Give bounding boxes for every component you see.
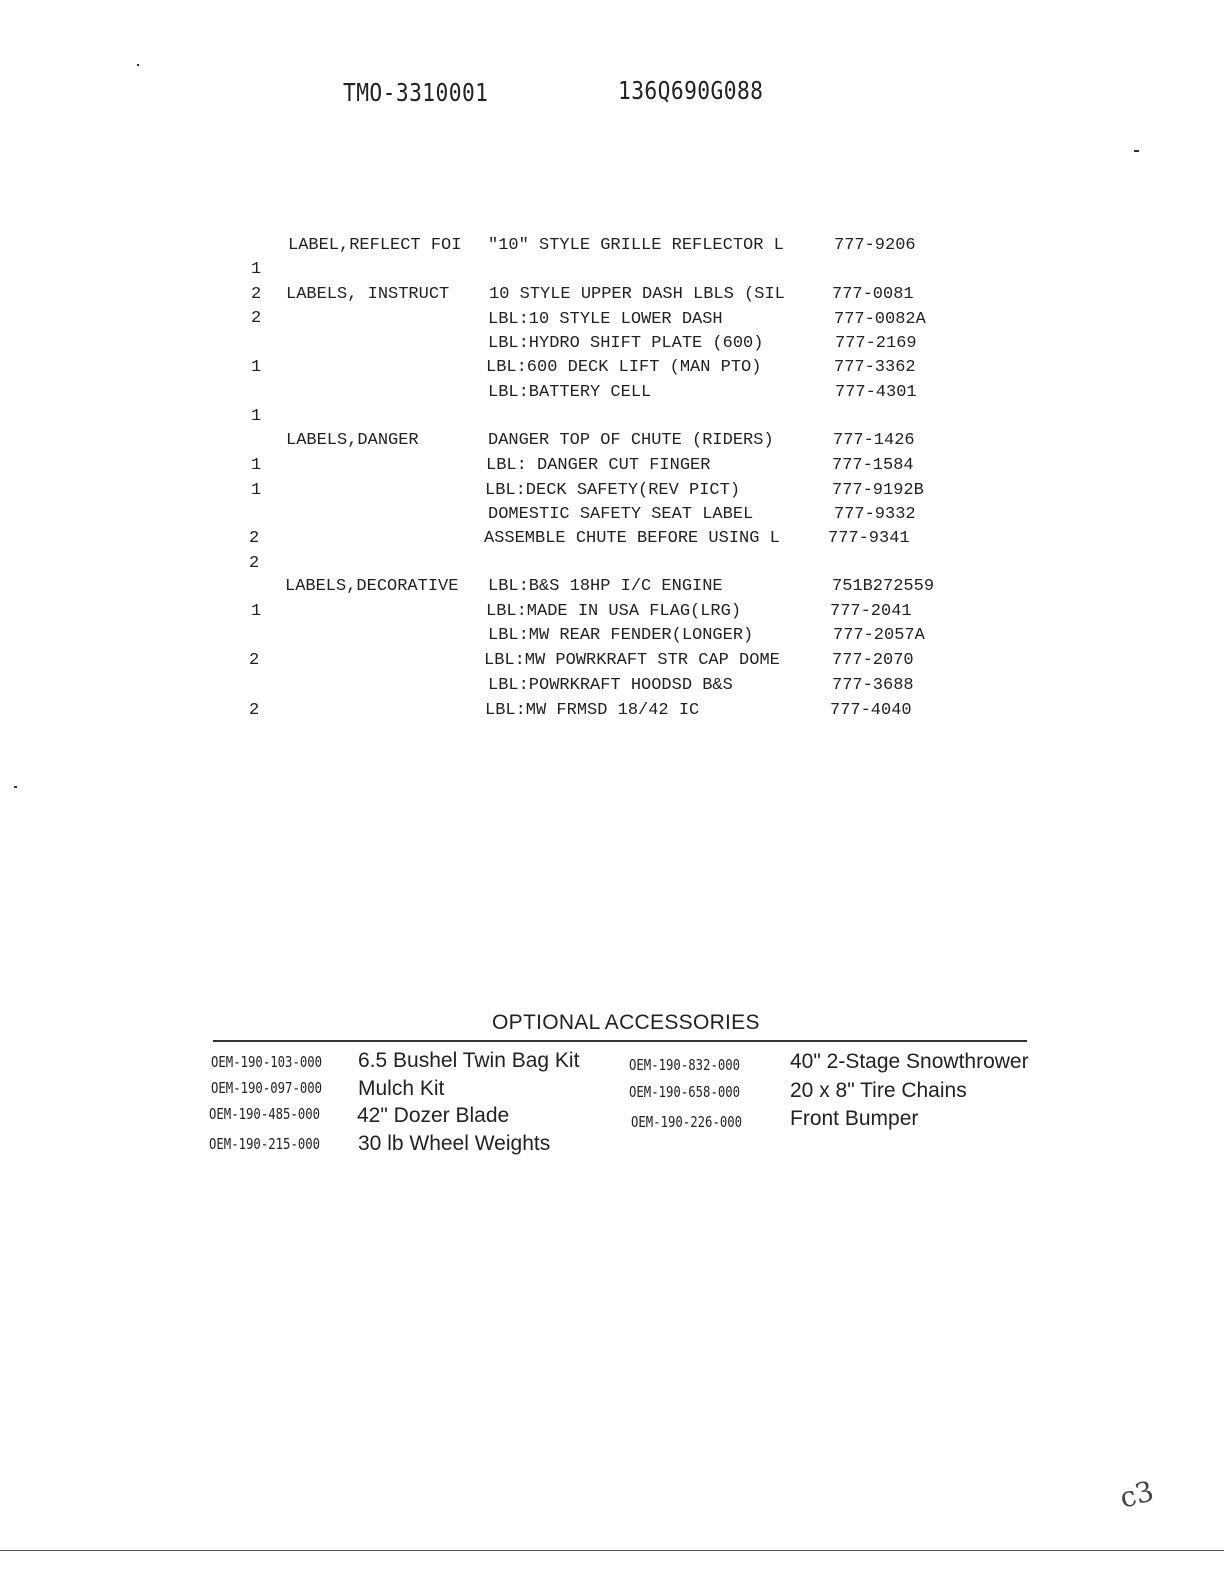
- part-number: 777-3362: [834, 358, 916, 377]
- part-description: LBL:MW REAR FENDER(LONGER): [488, 626, 754, 645]
- part-number: 777-0082A: [834, 310, 926, 329]
- part-description: LBL:600 DECK LIFT (MAN PTO): [486, 358, 762, 377]
- part-number: 777-9192B: [832, 481, 924, 500]
- part-number: 777-9206: [834, 236, 916, 255]
- quantity-value: 1: [251, 260, 262, 279]
- part-description: ASSEMBLE CHUTE BEFORE USING L: [484, 529, 780, 548]
- accessory-description: Front Bumper: [790, 1107, 919, 1130]
- part-description: LBL:MW FRMSD 18/42 IC: [485, 701, 700, 720]
- accessory-description: 20 x 8" Tire Chains: [790, 1079, 967, 1102]
- part-category: LABELS,DANGER: [286, 431, 419, 450]
- accessory-code: OEM-190-226-000: [631, 1113, 743, 1131]
- part-description: LBL:BATTERY CELL: [488, 383, 652, 402]
- part-number: 777-3688: [832, 676, 914, 695]
- accessory-description: 40" 2-Stage Snowthrower: [790, 1050, 1029, 1073]
- part-description: LBL:HYDRO SHIFT PLATE (600): [488, 334, 764, 353]
- scan-bottom-edge: [0, 1550, 1224, 1551]
- quantity-value: 2: [251, 285, 262, 304]
- accessory-code: OEM-190-097-000: [211, 1079, 323, 1097]
- part-description: 10 STYLE UPPER DASH LBLS (SIL: [489, 285, 785, 304]
- part-number: 777-9332: [834, 505, 916, 524]
- part-number: 777-0081: [832, 285, 914, 304]
- part-number: 751B272559: [832, 577, 935, 596]
- part-description: LBL:MADE IN USA FLAG(LRG): [486, 602, 742, 621]
- quantity-value: 2: [251, 309, 262, 328]
- handwritten-page-mark: c3: [1116, 1474, 1158, 1515]
- accessory-description: Mulch Kit: [358, 1077, 445, 1100]
- part-description: "10" STYLE GRILLE REFLECTOR L: [488, 236, 784, 255]
- document-code-left: TMO-3310001: [343, 78, 489, 107]
- quantity-value: 1: [251, 456, 262, 475]
- scan-speck: [1134, 150, 1139, 152]
- part-category: LABELS,DECORATIVE: [285, 577, 459, 596]
- part-description: LBL:DECK SAFETY(REV PICT): [485, 481, 741, 500]
- part-description: LBL: DANGER CUT FINGER: [486, 456, 711, 475]
- document-code-right: 136Q690G088: [618, 76, 764, 105]
- part-number: 777-4301: [835, 383, 917, 402]
- quantity-value: 1: [251, 481, 262, 500]
- quantity-value: 2: [249, 701, 260, 720]
- part-number: 777-4040: [830, 701, 912, 720]
- part-number: 777-2070: [832, 651, 914, 670]
- accessory-description: 42" Dozer Blade: [357, 1104, 510, 1127]
- quantity-value: 2: [249, 651, 260, 670]
- scan-speck: [137, 64, 139, 66]
- part-description: DANGER TOP OF CHUTE (RIDERS): [488, 431, 774, 450]
- accessory-code: OEM-190-215-000: [209, 1135, 321, 1153]
- quantity-value: 2: [249, 554, 260, 573]
- quantity-value: 1: [251, 602, 262, 621]
- part-description: DOMESTIC SAFETY SEAT LABEL: [488, 505, 754, 524]
- accessories-divider: [213, 1040, 1027, 1042]
- part-number: 777-2041: [830, 602, 912, 621]
- part-category: LABELS, INSTRUCT: [286, 285, 450, 304]
- part-number: 777-1584: [832, 456, 914, 475]
- accessory-code: OEM-190-485-000: [209, 1105, 321, 1123]
- part-description: LBL:MW POWRKRAFT STR CAP DOME: [484, 651, 780, 670]
- part-description: LBL:10 STYLE LOWER DASH: [488, 310, 723, 329]
- part-number: 777-9341: [828, 529, 910, 548]
- part-number: 777-2169: [835, 334, 917, 353]
- part-category: LABEL,REFLECT FOI: [288, 236, 462, 255]
- accessory-description: 6.5 Bushel Twin Bag Kit: [358, 1049, 580, 1072]
- accessory-code: OEM-190-832-000: [629, 1056, 741, 1074]
- quantity-value: 1: [251, 407, 262, 426]
- quantity-value: 2: [249, 529, 260, 548]
- part-number: 777-1426: [833, 431, 915, 450]
- part-number: 777-2057A: [833, 626, 925, 645]
- accessory-code: OEM-190-103-000: [211, 1053, 323, 1071]
- part-description: LBL:B&S 18HP I/C ENGINE: [488, 577, 723, 596]
- part-description: LBL:POWRKRAFT HOODSD B&S: [488, 676, 733, 695]
- accessory-description: 30 lb Wheel Weights: [358, 1132, 551, 1155]
- accessories-title: OPTIONAL ACCESSORIES: [492, 1011, 760, 1034]
- accessory-code: OEM-190-658-000: [629, 1083, 741, 1101]
- scan-speck: [14, 786, 17, 788]
- quantity-value: 1: [251, 358, 262, 377]
